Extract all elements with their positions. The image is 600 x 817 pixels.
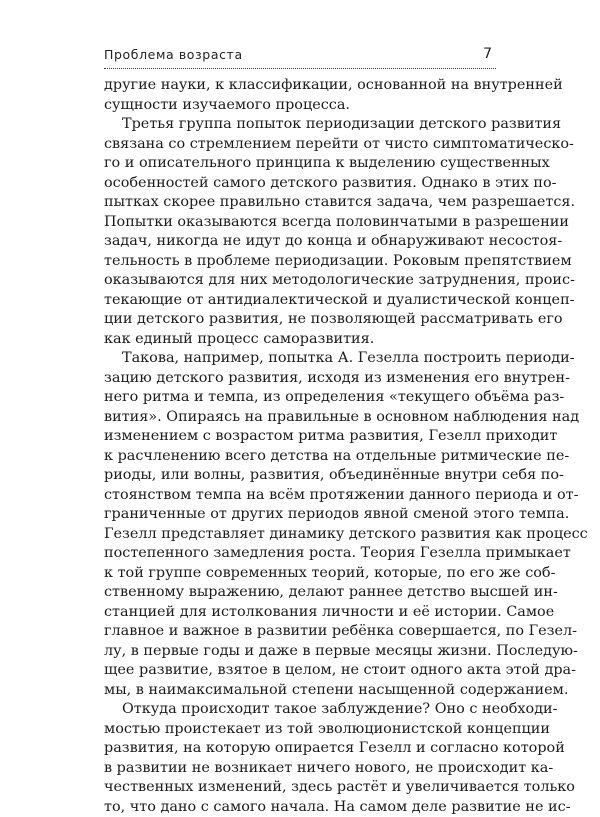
text-line: Откуда происходит такое заблуждение? Оно с необходи- bbox=[104, 700, 496, 720]
text-line: станцией для истолкования личности и её истории. Самое bbox=[104, 603, 496, 623]
text-line: мы, в наимаксимальной степени насыщенной содержанием. bbox=[104, 681, 496, 701]
text-line: Гезелл представляет динамику детского развития как процесс bbox=[104, 525, 496, 545]
page-header bbox=[104, 46, 496, 69]
text-line: как единый процесс саморазвития. bbox=[104, 330, 496, 350]
text-line: зацию детского развития, исходя из изменения его внутрен- bbox=[104, 369, 496, 389]
text-line: главное и важное в развитии ребёнка совершается, по Гезел- bbox=[104, 622, 496, 642]
text-line: ции детского развития, не позволяющей рассматривать его bbox=[104, 310, 496, 330]
text-line: особенностей самого детского развития. Однако в этих по- bbox=[104, 174, 496, 194]
text-line: граниченные от других периодов явной сменой этого темпа. bbox=[104, 505, 496, 525]
text-line: лу, в первые годы и даже в первые месяцы жизни. Последую- bbox=[104, 642, 496, 662]
text-line: Попытки оказываются всегда половинчатыми в разрешении bbox=[104, 213, 496, 233]
text-line: риоды, или волны, развития, объединённые внутри себя по- bbox=[104, 466, 496, 486]
running-title: Проблема возраста bbox=[104, 47, 243, 62]
text-line: то, что дано с самого начала. На самом деле развитие не ис- bbox=[104, 798, 496, 817]
text-line: текающие от антидиалектической и дуалистической концеп- bbox=[104, 291, 496, 311]
text-line: ственному выражению, делают раннее детство высшей ин- bbox=[104, 583, 496, 603]
text-line: го и описательного принципа к выделению существенных bbox=[104, 154, 496, 174]
text-line: связана со стремлением перейти от чисто симптоматическо- bbox=[104, 135, 496, 155]
text-line: развития, на которую опирается Гезелл и согласно которой bbox=[104, 739, 496, 759]
text-line: постепенного замедления роста. Теория Гезелла примыкает bbox=[104, 544, 496, 564]
text-line: оказываются для них методологические затруднения, проис- bbox=[104, 271, 496, 291]
text-line: щее развитие, взятое в целом, не стоит одного акта этой дра- bbox=[104, 661, 496, 681]
text-line: Такова, например, попытка А. Гезелла построить периоди- bbox=[104, 349, 496, 369]
text-line: сущности изучаемого процесса. bbox=[104, 96, 496, 116]
text-line: изменением с возрастом ритма развития, Гезелл приходит bbox=[104, 427, 496, 447]
text-line: чественных изменений, здесь растёт и увеличивается только bbox=[104, 778, 496, 798]
body-text bbox=[104, 76, 496, 817]
text-line: стоянством темпа на всём протяжении данного периода и от- bbox=[104, 486, 496, 506]
text-line: к расчленению всего детства на отдельные ритмические пе- bbox=[104, 447, 496, 467]
text-line: мостью проистекает из той эволюционистской концепции bbox=[104, 720, 496, 740]
text-line: тельность в проблеме периодизации. Роковым препятствием bbox=[104, 252, 496, 272]
text-line: другие науки, к классификации, основанной на внутренней bbox=[104, 76, 496, 96]
text-line: вития». Опираясь на правильные в основном наблюдения над bbox=[104, 408, 496, 428]
text-line: к той группе современных теорий, которые, по его же соб- bbox=[104, 564, 496, 584]
text-line: пытках скорее правильно ставится задача, чем разрешается. bbox=[104, 193, 496, 213]
page-number: 7 bbox=[483, 46, 492, 62]
text-line: в развитии не возникает ничего нового, не происходит ка- bbox=[104, 759, 496, 779]
text-line: задач, никогда не идут до конца и обнаруживают несостоя- bbox=[104, 232, 496, 252]
text-line: него ритма и темпа, из определения «текущего объёма раз- bbox=[104, 388, 496, 408]
text-line: Третья группа попыток периодизации детского развития bbox=[104, 115, 496, 135]
